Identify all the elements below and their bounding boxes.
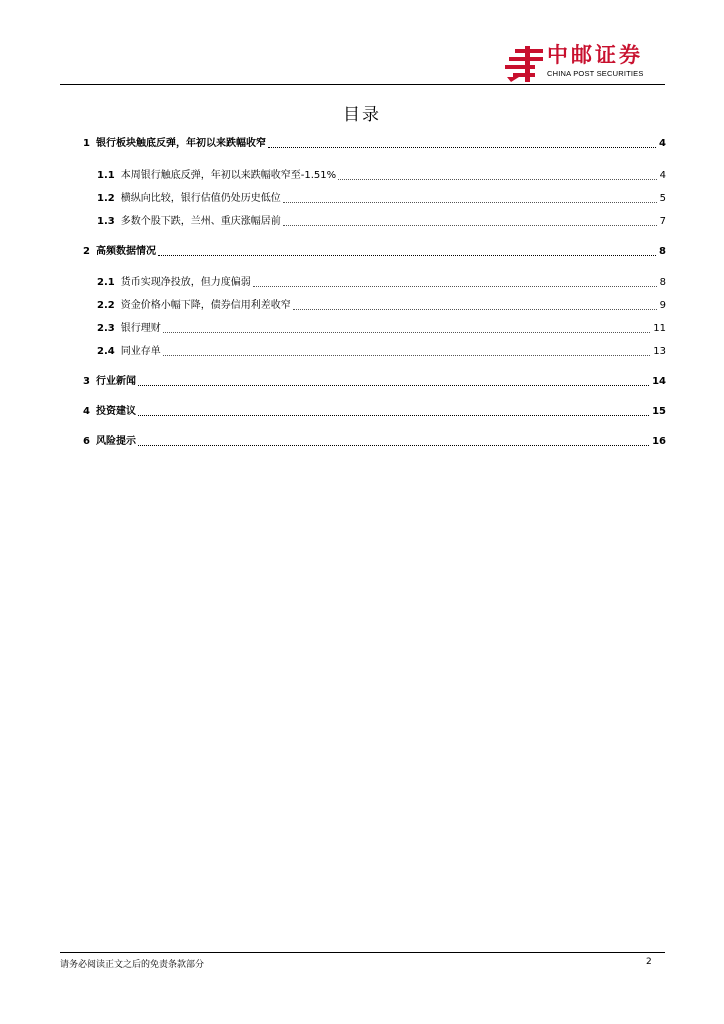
toc-entry-title: 银行理财: [120, 323, 161, 334]
china-post-logo-icon: [505, 46, 545, 82]
toc-dot-leader: [283, 202, 657, 203]
toc-entry-number: 2.1: [97, 277, 115, 288]
toc-entry-page: 4: [659, 138, 666, 149]
toc-entry-page: 4: [659, 170, 666, 181]
toc-entry-number: 6: [83, 436, 90, 447]
toc-entry[interactable]: [97, 213, 666, 229]
toc-entry-page: 13: [653, 346, 666, 357]
header-divider: [60, 84, 665, 85]
toc-dot-leader: [253, 286, 657, 287]
footer-divider: [60, 952, 665, 953]
toc-dot-leader: [338, 179, 657, 180]
page-number: 2: [646, 957, 652, 967]
toc-entry-title: 资金价格小幅下降，债券信用利差收窄: [120, 300, 291, 311]
toc-entry[interactable]: [83, 135, 666, 151]
toc-entry-title: 横纵向比较，银行估值仍处历史低位: [120, 193, 281, 204]
toc-entry-page: 8: [659, 246, 666, 257]
toc-entry-page: 7: [659, 216, 666, 227]
toc-entry-number: 2.2: [97, 300, 115, 311]
toc-entry-title: 投资建议: [95, 406, 136, 417]
toc-entry-number: 3: [83, 376, 90, 387]
toc-entry[interactable]: [97, 343, 666, 359]
toc-dot-leader: [268, 147, 656, 148]
logo-chinese-name: 中邮证券: [547, 43, 643, 67]
toc-entry[interactable]: [83, 243, 666, 259]
toc-entry-number: 2.4: [97, 346, 115, 357]
toc-dot-leader: [138, 415, 649, 416]
toc-dot-leader: [138, 385, 649, 386]
toc-dot-leader: [163, 332, 651, 333]
toc-title: 目录: [343, 105, 381, 125]
footer-disclaimer: 请务必阅读正文之后的免责条款部分: [60, 960, 205, 970]
toc-entry-number: 1.2: [97, 193, 115, 204]
toc-entry-title: 同业存单: [120, 346, 161, 357]
toc-entry[interactable]: [83, 433, 666, 449]
toc-entry-number: 4: [83, 406, 90, 417]
toc-entry[interactable]: [97, 190, 666, 206]
toc-entry-number: 2.3: [97, 323, 115, 334]
toc-dot-leader: [283, 225, 657, 226]
toc-dot-leader: [138, 445, 649, 446]
toc-entry[interactable]: [97, 297, 666, 313]
toc-dot-leader: [163, 355, 651, 356]
toc-entry[interactable]: [97, 320, 666, 336]
company-logo: [505, 42, 665, 82]
toc-entry-title: 本周银行触底反弹，年初以来跌幅收窄至-1.51%: [120, 170, 337, 181]
toc-entry[interactable]: [97, 274, 666, 290]
toc-entry-title: 货币实现净投放，但力度偏弱: [120, 277, 251, 288]
toc-entry-page: 16: [652, 436, 666, 447]
toc-entry[interactable]: [83, 373, 666, 389]
toc-entry-title: 银行板块触底反弹，年初以来跌幅收窄: [95, 138, 266, 149]
toc-entry-number: 2: [83, 246, 90, 257]
page-header: [60, 40, 665, 86]
toc-entry-page: 8: [659, 277, 666, 288]
toc-entry-page: 9: [659, 300, 666, 311]
toc-entry-page: 14: [652, 376, 666, 387]
toc-entry-number: 1.3: [97, 216, 115, 227]
toc-entry-title: 高频数据情况: [95, 246, 156, 257]
toc-entry-page: 11: [653, 323, 666, 334]
toc-entry[interactable]: [97, 167, 666, 183]
toc-entry-title: 行业新闻: [95, 376, 136, 387]
toc-dot-leader: [293, 309, 657, 310]
toc-dot-leader: [158, 255, 656, 256]
toc-entry-number: 1.1: [97, 170, 115, 181]
toc-entry-page: 15: [652, 406, 666, 417]
toc-entry-number: 1: [83, 138, 90, 149]
toc-entry-title: 多数个股下跌，兰州、重庆涨幅居前: [120, 216, 281, 227]
toc-entry-page: 5: [659, 193, 666, 204]
toc-entry-title: 风险提示: [95, 436, 136, 447]
toc-entry[interactable]: [83, 403, 666, 419]
logo-english-name: CHINA POST SECURITIES: [547, 69, 644, 78]
